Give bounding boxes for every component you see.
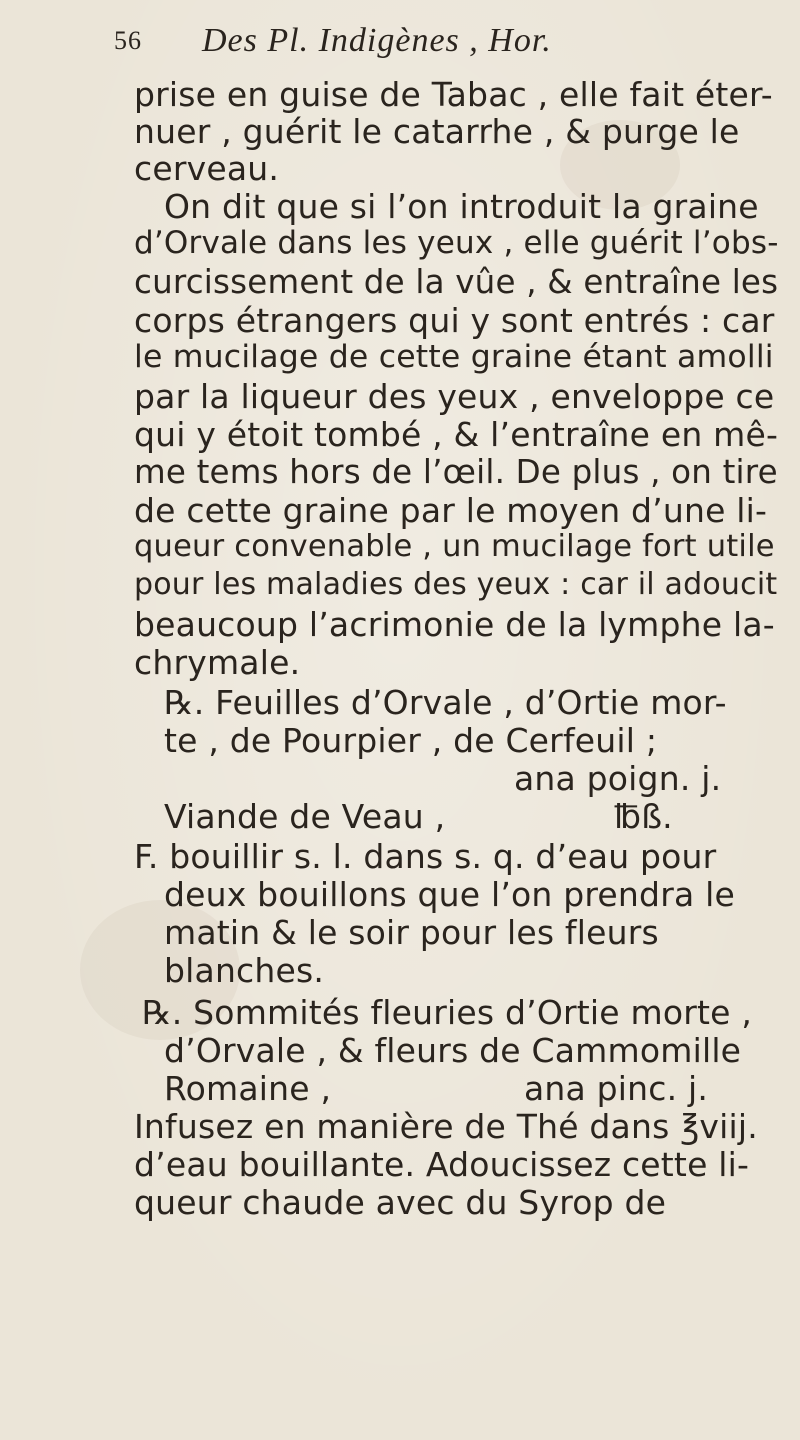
text-line: queur chaude avec du Syrop de <box>134 1183 667 1222</box>
text-line: ℔ß. <box>614 797 673 836</box>
text-line: par la liqueur des yeux , enveloppe ce <box>134 377 775 416</box>
text-line: curcissement de la vûe , & entraîne les <box>134 263 779 301</box>
running-header <box>114 22 764 74</box>
text-line: te , de Pourpier , de Cerfeuil ; <box>164 721 658 760</box>
text-line: prise en guise de Tabac , elle fait éter- <box>134 75 773 114</box>
text-line: pour les maladies des yeux : car il adoucit <box>134 567 778 602</box>
text-line: me tems hors de l’œil. De plus , on tire <box>134 453 778 491</box>
text-line: qui y étoit tombé , & l’entraîne en mê- <box>134 415 779 454</box>
text-line: beaucoup l’acrimonie de la lymphe la- <box>134 605 775 644</box>
text-line: blanches. <box>164 951 325 990</box>
text-line: cerveau. <box>134 149 280 188</box>
text-line: F. bouillir s. l. dans s. q. d’eau pour <box>134 837 717 876</box>
text-line: le mucilage de cette graine étant amolli <box>134 339 774 375</box>
text-line: matin & le soir pour les fleurs <box>164 913 659 952</box>
text-line: Infusez en manière de Thé dans ℥viij. <box>134 1107 758 1146</box>
text-line: On dit que si l’on introduit la graine <box>164 187 759 226</box>
text-line: ℞. Sommités fleuries d’Ortie morte , <box>142 993 753 1032</box>
text-line: deux bouillons que l’on prendra le <box>164 875 735 914</box>
text-line: de cette graine par le moyen d’une li- <box>134 491 768 530</box>
text-line: corps étrangers qui y sont entrés : car <box>134 301 775 340</box>
text-line: ℞. Feuilles d’Orvale , d’Ortie mor- <box>164 683 727 722</box>
text-line: ana pinc. j. <box>524 1069 709 1108</box>
text-line: queur convenable , un mucilage fort utile <box>134 529 775 564</box>
text-line: Viande de Veau , <box>164 797 446 836</box>
text-line: chrymale. <box>134 643 301 682</box>
text-line: ana poign. j. <box>514 759 722 798</box>
running-title: Des Pl. Indigènes , Hor. <box>202 22 552 59</box>
text-line: nuer , guérit le catarrhe , & purge le <box>134 112 740 151</box>
page-number: 56 <box>114 26 142 55</box>
text-line: d’Orvale dans les yeux , elle guérit l’obs- <box>134 225 779 261</box>
text-line: d’eau bouillante. Adoucissez cette li- <box>134 1145 750 1184</box>
text-line: Romaine , <box>164 1069 332 1108</box>
text-line: d’Orvale , & fleurs de Cammomille <box>164 1031 742 1070</box>
